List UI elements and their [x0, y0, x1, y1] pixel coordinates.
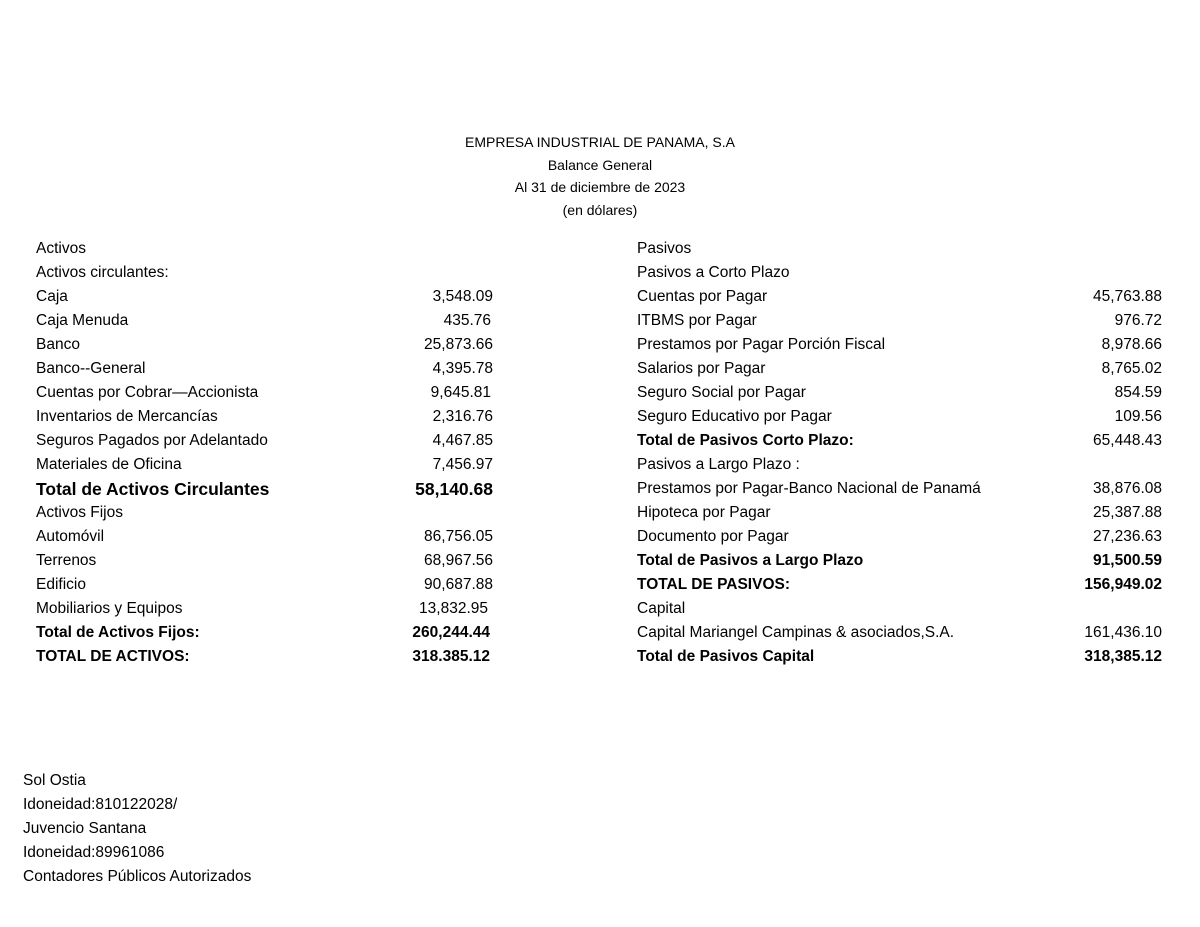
liability-label: Prestamos por Pagar-Banco Nacional de Panamá — [637, 480, 981, 497]
current-assets-total-label: Total de Activos Circulantes — [36, 479, 270, 499]
asset-value: 7,456.97 — [432, 456, 493, 473]
asset-value: 90,687.88 — [424, 576, 493, 593]
asset-row — [36, 333, 496, 357]
long-term-heading-row — [637, 453, 1165, 477]
liability-value: 25,387.88 — [1093, 504, 1162, 521]
liability-row — [637, 477, 1165, 501]
company-name: EMPRESA INDUSTRIAL DE PANAMA, S.A — [465, 134, 735, 150]
liability-row — [637, 381, 1165, 405]
asset-row — [36, 381, 496, 405]
liability-value: 8,765.02 — [1101, 360, 1162, 377]
fixed-assets-total-row — [36, 621, 496, 645]
asset-row — [36, 453, 496, 477]
fixed-assets-heading-row — [36, 501, 496, 525]
total-liabilities-capital-value: 318,385.12 — [1084, 648, 1162, 665]
accountant-license: Idoneidad:810122028/ — [23, 796, 178, 813]
asset-label: Inventarios de Mercancías — [36, 408, 218, 425]
liabilities-heading: Pasivos — [637, 240, 692, 257]
asset-value: 3,548.09 — [432, 288, 493, 305]
asset-label: Cuentas por Cobrar—Accionista — [36, 384, 259, 401]
liability-value: 27,236.63 — [1093, 528, 1162, 545]
asset-value: 25,873.66 — [424, 336, 493, 353]
liabilities-column — [637, 237, 1165, 669]
liabilities-heading-row — [637, 237, 1165, 261]
accountant-name: Sol Ostia — [23, 772, 86, 789]
current-assets-total-row — [36, 477, 496, 501]
current-assets-heading-row — [36, 261, 496, 285]
total-assets-label: TOTAL DE ACTIVOS: — [36, 648, 190, 665]
asset-value: 2,316.76 — [432, 408, 493, 425]
liability-label: Seguro Social por Pagar — [637, 384, 806, 401]
asset-value: 435.76 — [443, 312, 491, 329]
capital-label: Capital Mariangel Campinas & asociados,S.A. — [637, 624, 955, 641]
fixed-assets-total-label: Total de Activos Fijos: — [36, 624, 200, 641]
total-liabilities-label: TOTAL DE PASIVOS: — [637, 576, 791, 593]
liability-label: Prestamos por Pagar Porción Fiscal — [637, 336, 886, 353]
asset-label: Mobiliarios y Equipos — [36, 600, 183, 617]
statement-date: Al 31 de diciembre de 2023 — [514, 179, 686, 195]
asset-value: 68,967.56 — [424, 552, 493, 569]
liability-row — [637, 405, 1165, 429]
asset-label: Materiales de Oficina — [36, 456, 182, 473]
short-term-heading: Pasivos a Corto Plazo — [637, 264, 790, 281]
asset-label: Seguros Pagados por Adelantado — [36, 432, 268, 449]
capital-row — [637, 621, 1165, 645]
asset-row — [36, 525, 496, 549]
fixed-assets-heading: Activos Fijos — [36, 504, 123, 521]
asset-label: Terrenos — [36, 552, 97, 569]
short-term-heading-row — [637, 261, 1165, 285]
capital-heading-row — [637, 597, 1165, 621]
asset-row — [36, 597, 496, 621]
asset-value: 4,395.78 — [432, 360, 493, 377]
assets-heading: Activos — [36, 240, 86, 257]
statement-title: Balance General — [547, 156, 653, 173]
fixed-assets-total-value: 260,244.44 — [412, 624, 490, 641]
accountant-signature-block — [23, 769, 251, 889]
liability-label: Salarios por Pagar — [637, 360, 766, 377]
currency-note: (en dólares) — [562, 201, 638, 218]
asset-label: Banco — [36, 336, 80, 353]
total-liabilities-value: 156,949.02 — [1084, 576, 1162, 593]
short-term-total-value: 65,448.43 — [1093, 432, 1162, 449]
total-liabilities-row — [637, 573, 1165, 597]
current-assets-heading: Activos circulantes: — [36, 264, 169, 281]
total-assets-row — [36, 645, 496, 669]
short-term-total-row — [637, 429, 1165, 453]
liability-value: 109.56 — [1114, 408, 1162, 425]
liability-row — [637, 525, 1165, 549]
long-term-total-row — [637, 549, 1165, 573]
asset-value: 13,832.95 — [419, 600, 488, 617]
long-term-total-value: 91,500.59 — [1093, 552, 1162, 569]
accountant-title: Contadores Públicos Autorizados — [23, 868, 252, 885]
liability-label: ITBMS por Pagar — [637, 312, 757, 329]
liability-value: 38,876.08 — [1093, 480, 1162, 497]
total-liabilities-capital-label: Total de Pasivos Capital — [637, 648, 815, 665]
asset-label: Automóvil — [36, 528, 105, 545]
total-assets-value: 318.385.12 — [412, 648, 490, 665]
assets-heading-row — [36, 237, 496, 261]
liability-label: Seguro Educativo por Pagar — [637, 408, 832, 425]
current-assets-total-value: 58,140.68 — [415, 479, 493, 499]
capital-value: 161,436.10 — [1084, 624, 1162, 641]
assets-column — [36, 237, 496, 669]
asset-value: 9,645.81 — [430, 384, 491, 401]
asset-value: 86,756.05 — [424, 528, 493, 545]
asset-row — [36, 429, 496, 453]
liability-row — [637, 501, 1165, 525]
liability-value: 854.59 — [1114, 384, 1162, 401]
accountant-name: Juvencio Santana — [23, 820, 147, 837]
asset-row — [36, 549, 496, 573]
asset-label: Banco--General — [36, 360, 146, 377]
liability-row — [637, 357, 1165, 381]
long-term-heading: Pasivos a Largo Plazo : — [637, 456, 800, 473]
liability-label: Cuentas por Pagar — [637, 288, 768, 305]
accountant-license: Idoneidad:89961086 — [23, 844, 165, 861]
long-term-total-label: Total de Pasivos a Largo Plazo — [637, 552, 864, 569]
liability-value: 8,978.66 — [1101, 336, 1162, 353]
liability-label: Hipoteca por Pagar — [637, 504, 771, 521]
liability-row — [637, 333, 1165, 357]
liability-value: 45,763.88 — [1093, 288, 1162, 305]
asset-row — [36, 357, 496, 381]
statement-header — [0, 131, 1200, 221]
total-liabilities-capital-row — [637, 645, 1165, 669]
asset-row — [36, 405, 496, 429]
liability-row — [637, 285, 1165, 309]
asset-label: Caja — [36, 288, 68, 305]
liability-row — [637, 309, 1165, 333]
short-term-total-label: Total de Pasivos Corto Plazo: — [637, 432, 854, 449]
asset-row — [36, 573, 496, 597]
asset-row — [36, 309, 496, 333]
asset-label: Caja Menuda — [36, 312, 129, 329]
asset-label: Edificio — [36, 576, 86, 593]
asset-value: 4,467.85 — [432, 432, 493, 449]
capital-heading: Capital — [637, 600, 686, 617]
liability-value: 976.72 — [1114, 312, 1162, 329]
liability-label: Documento por Pagar — [637, 528, 789, 545]
asset-row — [36, 285, 496, 309]
